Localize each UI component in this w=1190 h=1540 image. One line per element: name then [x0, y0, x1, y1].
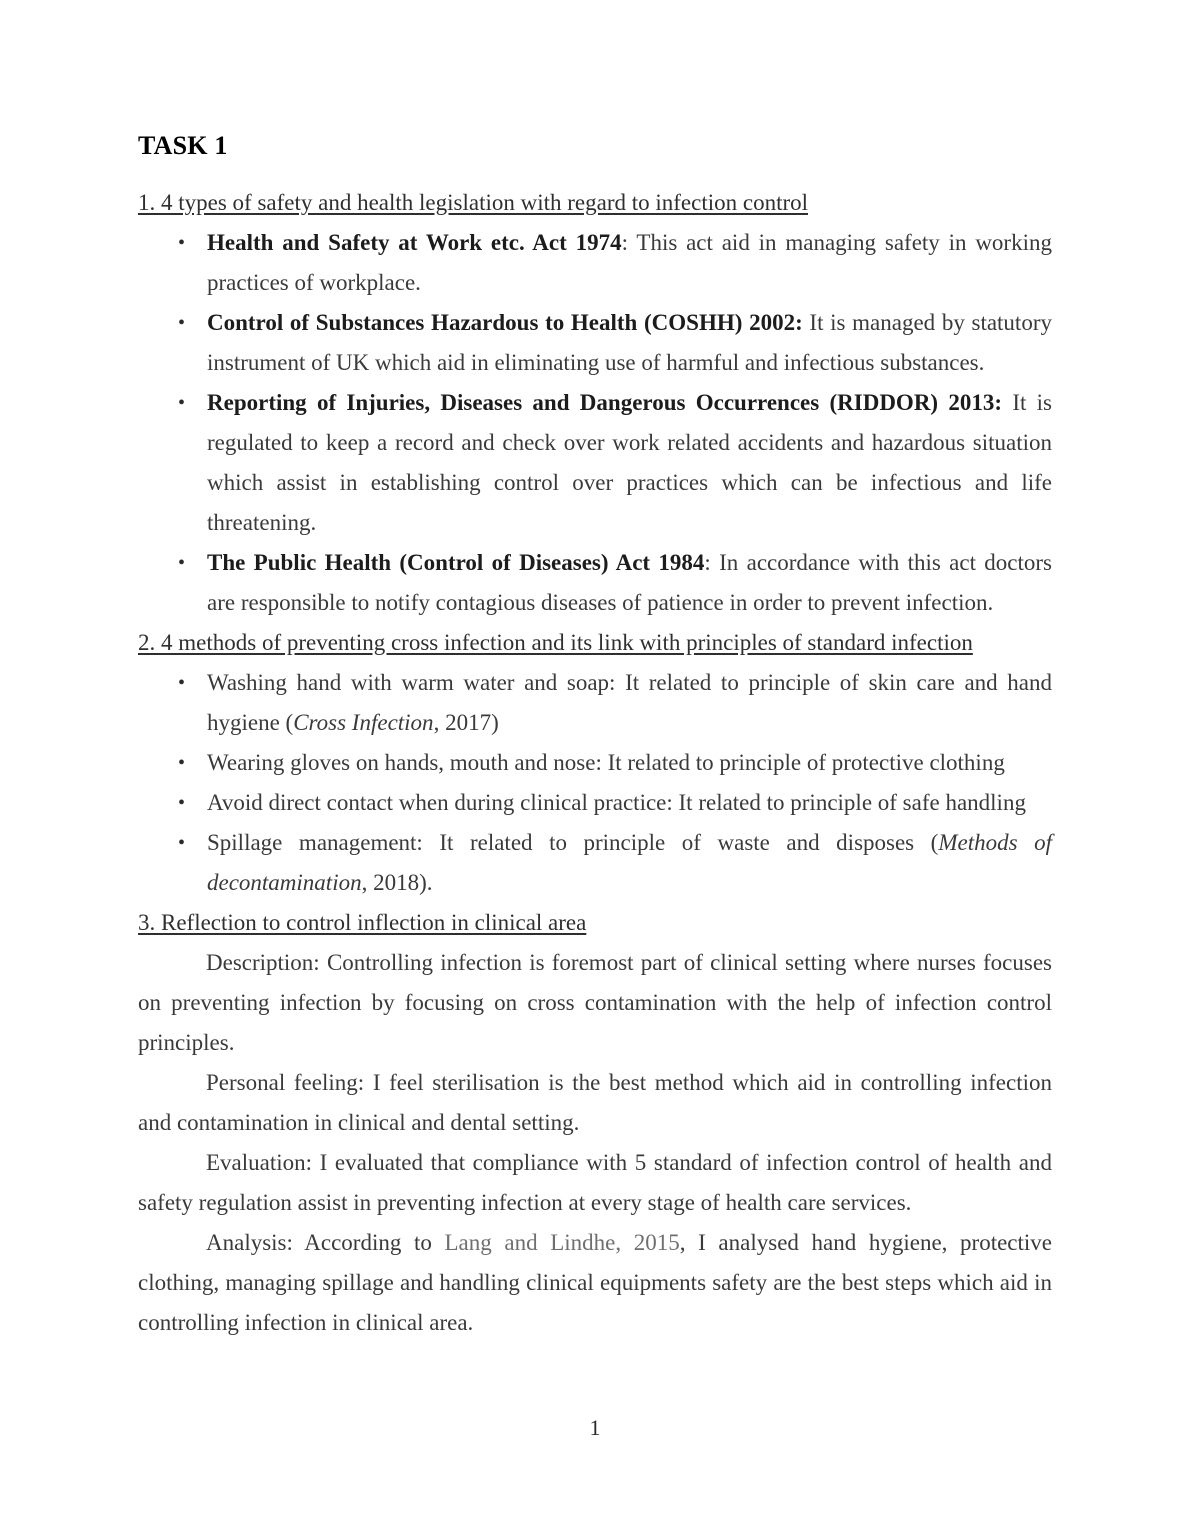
paragraph-text: I feel sterilisation is the best method which aid in controlling infection and contamination in clinical and dental setting.	[138, 1069, 1052, 1135]
list-item	[138, 743, 1052, 783]
list-item	[138, 823, 1052, 903]
paragraph-label: Analysis:	[206, 1229, 305, 1255]
bullet-point-icon: •	[178, 831, 186, 854]
paragraph-analysis	[138, 1223, 1052, 1343]
paragraph-label: Personal feeling:	[206, 1069, 373, 1095]
legislation-bullet-list	[138, 223, 1052, 623]
paragraph-personal-feeling	[138, 1063, 1052, 1143]
list-item-text: Avoid direct contact when during clinical practice: It related to principle of safe handling	[207, 789, 1026, 815]
bullet-point-icon: •	[178, 551, 186, 574]
section-heading-3: 3. Reflection to control inflection in clinical area	[138, 909, 587, 935]
section-heading-1: 1. 4 types of safety and health legislation with regard to infection control	[138, 189, 809, 215]
bullet-point-icon: •	[178, 671, 186, 694]
list-item-text: Wearing gloves on hands, mouth and nose: It related to principle of protective clothing	[207, 749, 1005, 775]
list-item-separator	[1002, 390, 1012, 415]
list-item	[138, 663, 1052, 743]
list-item-text: This act aid in managing safety in working practices of workplace.	[207, 229, 1052, 295]
bullet-point-icon: •	[178, 311, 186, 334]
paragraph-label: Evaluation:	[206, 1149, 320, 1175]
list-item-separator: :	[704, 549, 720, 575]
paragraph-text-continued: , I analysed hand hygiene, protective clothing, managing spillage and handling clinical equipments safety are the best steps which aid in controlling infection in clinical area.	[138, 1229, 1053, 1335]
list-item-citation-year: , 2017)	[433, 709, 499, 735]
list-item	[138, 783, 1052, 823]
bullet-point-icon: •	[178, 791, 186, 814]
section-heading-2: 2. 4 methods of preventing cross infection and its link with principles of standard infection	[138, 629, 973, 655]
list-item	[138, 383, 1052, 543]
paragraph-text: I evaluated that compliance with 5 standard of infection control of health and safety regulation assist in preventing infection at every stage of health care services.	[138, 1149, 1052, 1215]
page-title: TASK 1	[138, 131, 228, 160]
bullet-point-icon: •	[178, 751, 186, 774]
paragraph-label: Description:	[206, 949, 327, 975]
list-item-term: Control of Substances Hazardous to Health (COSHH) 2002:	[207, 309, 803, 335]
list-item	[138, 303, 1052, 383]
bullet-point-icon: •	[178, 231, 186, 254]
page-number: 1	[589, 1415, 601, 1440]
paragraph-evaluation	[138, 1143, 1052, 1223]
paragraph-citation: Lang and Lindhe, 2015	[444, 1229, 680, 1255]
list-item-separator: :	[621, 229, 637, 255]
list-item-text: It is regulated to keep a record and check over work related accidents and hazardous situation which assist in establishing control over practices which can be infectious and life threatening.	[207, 389, 1053, 535]
list-item-citation-title: Cross Infection	[293, 709, 434, 735]
list-item-term: Reporting of Injuries, Diseases and Dangerous Occurrences (RIDDOR) 2013:	[207, 389, 1003, 415]
paragraph-text: According to	[304, 1229, 445, 1255]
paragraph-text: Controlling infection is foremost part of clinical setting where nurses focuses on preventing infection by focusing on cross contamination with the help of infection control principles.	[138, 949, 1052, 1055]
list-item-text: It is managed by statutory instrument of UK which aid in eliminating use of harmful and infectious substances.	[207, 309, 1052, 375]
document-content	[138, 132, 1052, 1343]
list-item-text: Spillage management: It related to principle of waste and disposes (	[207, 829, 939, 855]
list-item-citation-title: Methods of decontamination	[207, 829, 1052, 895]
bullet-point-icon: •	[178, 391, 186, 414]
list-item	[138, 223, 1052, 303]
list-item	[138, 543, 1052, 623]
list-item-term: Health and Safety at Work etc. Act 1974	[207, 229, 622, 255]
list-item-citation-year: , 2018).	[361, 869, 433, 895]
list-item-text: Washing hand with warm water and soap: It related to principle of skin care and hand hygiene (	[207, 669, 1052, 735]
list-item-term: The Public Health (Control of Diseases) Act 1984	[207, 549, 705, 575]
prevention-methods-bullet-list	[138, 663, 1052, 903]
paragraph-description	[138, 943, 1052, 1063]
list-item-text: In accordance with this act doctors are responsible to notify contagious diseases of patience in order to prevent infection.	[207, 549, 1052, 615]
